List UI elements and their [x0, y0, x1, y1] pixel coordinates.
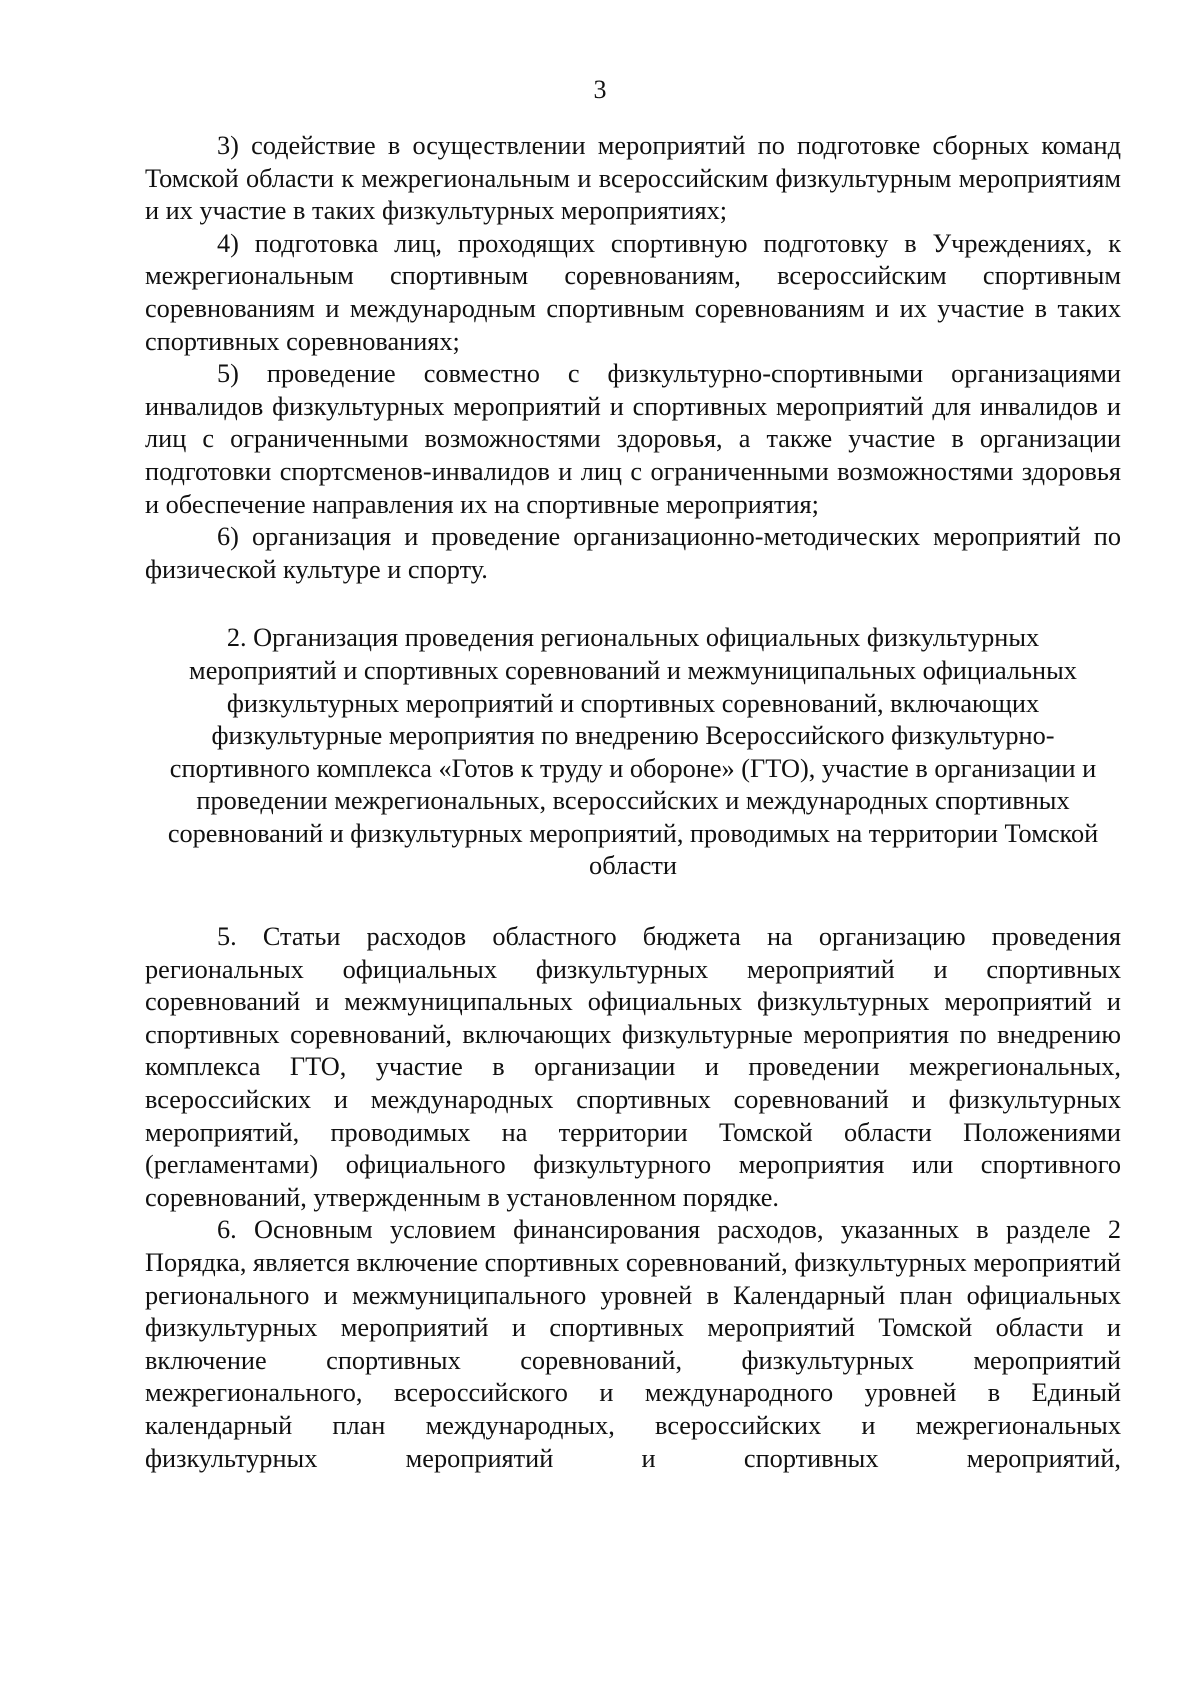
paragraph-item-5: 5) проведение совместно с физкультурно-спортивными организациями инвалидов физкультурных мероприятий и спортивных мероприятий для инвалидов и лиц с ограниченными возможностями здоровья, а также участие в организации подготовки спортсменов-инвалидов и лиц с ограниченными возможностями здоровья и обеспечение направления их на спортивные мероприятия; [145, 359, 1121, 519]
section-heading: 2. Организация проведения региональных официальных физкультурных мероприятий и спортивных соревнований и межмуниципальных официальных физкультурных мероприятий и спортивных соревнований, включающих физкультурные мероприятия по внедрению Всероссийского физкультурно-спортивного комплекса «Готов к труду и обороне» (ГТО), участие в организации и проведении межрегиональных, всероссийских и международных спортивных соревнований и физкультурных мероприятий, проводимых на территории Томской области [167, 623, 1099, 881]
paragraph-clause-6: 6. Основным условием финансирования расходов, указанных в разделе 2 Порядка, является включение спортивных соревнований, физкультурных мероприятий регионального и межмуниципального уровней в Календарный план официальных физкультурных мероприятий и спортивных мероприятий Томской области и включение спортивных соревнований, физкультурных мероприятий межрегионального, всероссийского и международного уровней в Единый календарный план международных, всероссийских и межрегиональных физкультурных мероприятий и спортивных мероприятий, [145, 1215, 1121, 1473]
page-number: 3 [593, 75, 607, 104]
paragraph-item-6: 6) организация и проведение организационно-методических мероприятий по физической культуре и спорту. [145, 522, 1121, 584]
spacer [145, 883, 1121, 921]
document-body [145, 130, 1121, 1475]
paragraph-item-3: 3) содействие в осуществлении мероприятий по подготовке сборных команд Томской области к межрегиональным и всероссийским физкультурным мероприятиям и их участие в таких физкультурных мероприятиях; [145, 131, 1121, 226]
paragraph-clause-5: 5. Статьи расходов областного бюджета на организацию проведения региональных официальных физкультурных мероприятий и спортивных соревнований и межмуниципальных официальных физкультурных мероприятий и спортивных соревнований, включающих физкультурные мероприятия по внедрению комплекса ГТО, участие в организации и проведении межрегиональных, всероссийских и международных спортивных соревнований и физкультурных мероприятий, проводимых на территории Томской области Положениями (регламентами) официального физкультурного мероприятия или спортивного соревнований, утвержденным в установленном порядке. [145, 922, 1121, 1212]
paragraph-item-4: 4) подготовка лиц, проходящих спортивную подготовку в Учреждениях, к межрегиональным спортивным соревнованиям, всероссийским спортивным соревнованиям и международным спортивным соревнованиям и их участие в таких спортивных соревнованиях; [145, 228, 1121, 356]
spacer [145, 586, 1121, 622]
